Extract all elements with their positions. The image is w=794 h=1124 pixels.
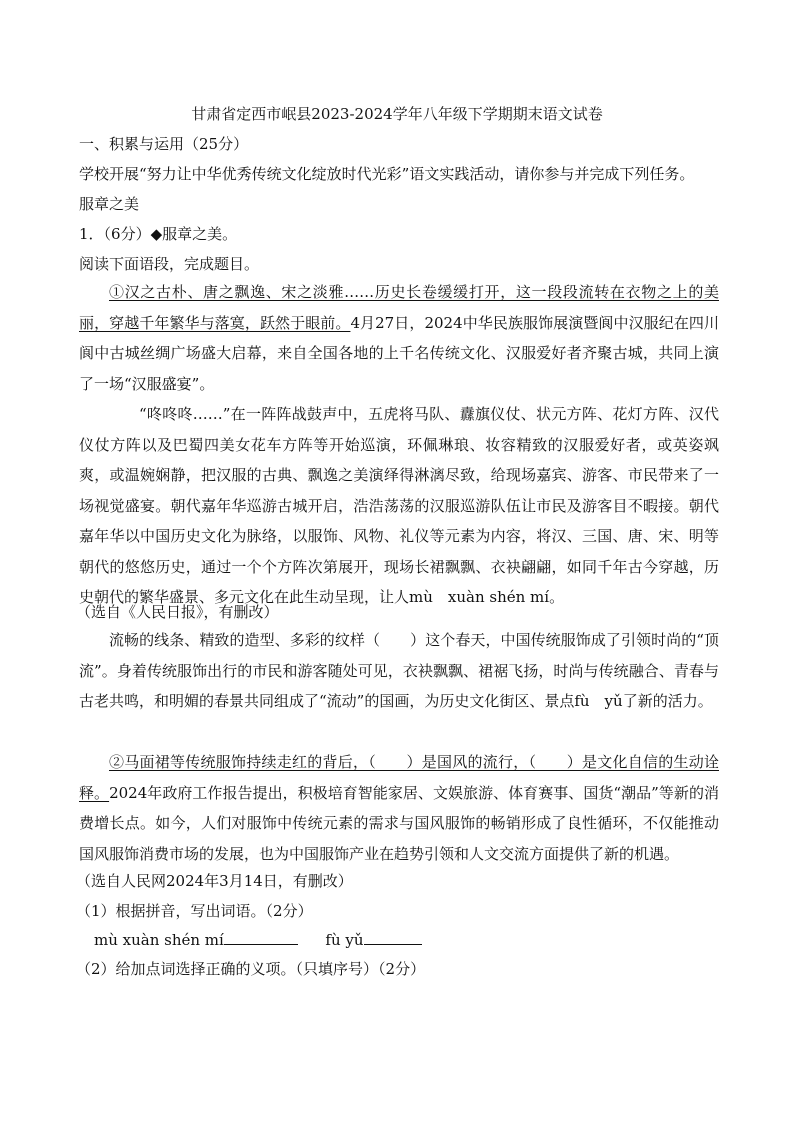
source-note-2: （选自人民网2024年3月14日，有删改） <box>76 872 353 890</box>
activity-intro: 学校开展“努力让中华优秀传统文化绽放时代光彩”语文实践活动，请你参与并完成下列任务。 <box>79 165 695 183</box>
passage-paragraph-4 <box>79 747 719 869</box>
underlined-sentence-1: ①汉之古朴、唐之飘逸、宋之淡雅……历史长卷缓缓打开，这一段段流转在衣物之上的美丽，穿越千年繁华与落寞，跃然于眼前。 <box>79 283 719 332</box>
paragraph-1-rest: 4月27日，2024中华民族服饰展演暨阆中汉服纪在四川阆中古城丝绸广场盛大启幕，来自全国各地的上千名传统文化、汉服爱好者齐聚古城，共同上演了一场“汉服盛宴”。 <box>79 313 719 393</box>
passage-paragraph-3: 流畅的线条、精致的造型、多彩的纹样（ ）这个春天，中国传统服饰成了引领时尚的“顶流”。身着传统服饰出行的市民和游客随处可见，衣袂飘飘、裙裾飞扬，时尚与传统融合、青春与古老共鸣，和明媚的春景共同组成了“流动”的国画，为历史文化街区、景点fù yǔ了新的活力。 <box>79 631 719 710</box>
passage-paragraph-2: “咚咚咚……”在一阵阵战鼓声中，五虎将马队、纛旗仪仗、状元方阵、花灯方阵、汉代仪仗方阵以及巴蜀四美女花车方阵等开始巡演，环佩琳琅、妆容精致的汉服爱好者，或英姿飒爽，或温婉娴静，把汉服的古典、飘逸之美演绎得淋漓尽致，给现场嘉宾、游客、市民带来了一场视觉盛宴。朝代嘉年华巡游古城开启，浩浩荡荡的汉服巡游队伍让市民及游客目不暇接。朝代嘉年华以中国历史文化为脉络，以服饰、风物、礼仪等元素为内容，将汉、三国、唐、宋、明等朝代的悠悠历史，通过一个个方阵次第展开，现场长裙飘飘、衣袂翩翩，如同千年古今穿越，历史朝代的繁华盛景、多元文化在此生动呈现，让人mù xuàn shén mí。 <box>79 405 719 606</box>
sub-question-1: （1）根据拼音，写出词语。（2分） <box>76 902 313 920</box>
paragraph-4-rest: 2024年政府工作报告提出，积极培育智能家居、文娱旅游、体育赛事、国货“潮品”等新的消费增长点。如今，人们对服饰中传统元素的需求与国风服饰的畅销形成了良性循环，不仅能推动国风服饰消费市场的发展，也为中国服饰产业在趋势引领和人文交流方面提供了新的机遇。 <box>79 783 719 863</box>
sub-question-2: （2）给加点词选择正确的义项。（只填序号）（2分） <box>76 960 426 978</box>
section-heading: 一、积累与运用（25分） <box>79 135 249 153</box>
source-note-1: （选自《人民日报》，有删改） <box>76 603 279 621</box>
pinyin-answer-row <box>94 929 422 951</box>
underlined-sentence-2: ②马面裙等传统服饰持续走红的背后，（ ）是国风的流行，（ ）是文化自信的生动诠释。 <box>79 753 719 802</box>
subheading: 服章之美 <box>79 195 140 213</box>
answer-blank-2[interactable] <box>364 930 422 945</box>
reading-instruction: 阅读下面语段，完成题目。 <box>79 255 260 273</box>
pinyin-1: mù xuàn shén mí <box>94 931 224 949</box>
pinyin-2: fù yǔ <box>325 931 364 949</box>
question-1-heading: 1．（6分）◆服章之美。 <box>79 225 238 243</box>
answer-blank-1[interactable] <box>224 930 298 945</box>
exam-title: 甘肃省定西市岷县2023-2024学年八年级下学期期末语文试卷 <box>191 105 603 123</box>
passage-paragraph-1 <box>79 277 719 399</box>
